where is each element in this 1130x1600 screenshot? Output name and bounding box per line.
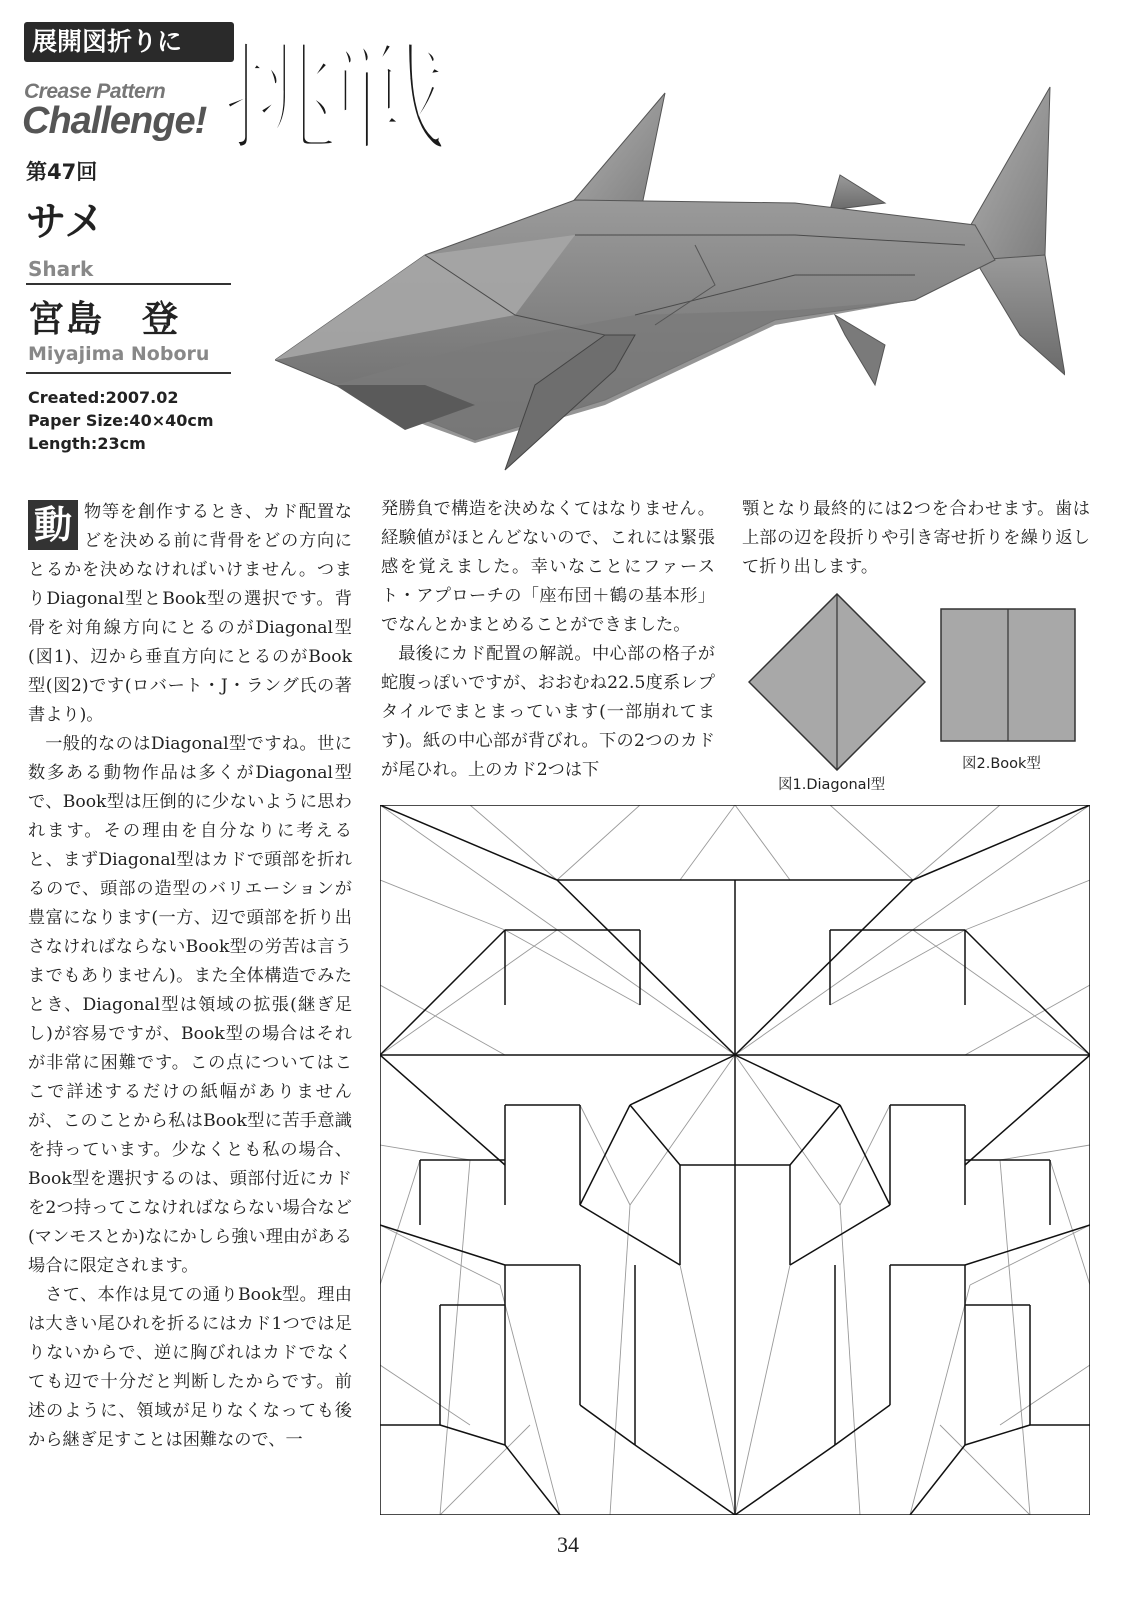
author-name-english: Miyajima Noboru xyxy=(28,343,210,365)
drop-cap: 動 xyxy=(28,500,78,550)
model-length: Length:23cm xyxy=(28,434,146,453)
article-column-2 xyxy=(381,495,715,785)
paragraph: さて、本作は見ての通りBook型。理由は大きい尾ひれを折るにはカド1つでは足りないからで、逆に胸びれはカドでなくても辺で十分だと判断したからです。前述のように、領域が足りなくなっても後から継ぎ足すことは困難なので、一 xyxy=(28,1285,352,1450)
episode-number: 第47回 xyxy=(26,160,98,184)
paragraph: 顎となり最終的には2つを合わせます。歯は上部の辺を段折りや引き寄せ折りを繰り返して折り出します。 xyxy=(742,499,1090,577)
series-tag: 展開図折りに xyxy=(24,22,234,62)
page-title: サメ xyxy=(26,199,105,245)
divider xyxy=(26,372,231,374)
paper-size: Paper Size:40×40cm xyxy=(28,411,214,430)
divider xyxy=(26,283,231,285)
series-subtitle-line2: Challenge! xyxy=(22,100,207,142)
article-column-1 xyxy=(28,498,352,1455)
paragraph: 一般的なのはDiagonal型ですね。世に数多ある動物作品は多くがDiagonal型で、Book型は圧倒的に少ないように思われます。その理由を自分なりに考えると、まずDiagonal型はカドで頭部を折れるので、頭部の造型のバリエーションが豊富になります(一方、辺で頭部を折り出さなければならないBook型の労苦は言うまでもありません)。また全体構造でみたとき、Diagonal型は領域の拡張(継ぎ足し)が容易ですが、Book型の場合はそれが非常に困難です。この点についてはここで詳述するだけの紙幅がありませんが、このことから私はBook型に苦手意識を持っています。少なくとも私の場合、Book型を選択するのは、頭部付近にカドを2つ持ってこなければならない場合など(マンモスとか)なにかしら強い理由がある場合に限定されます。 xyxy=(28,734,352,1276)
page-number: 34 xyxy=(557,1532,579,1557)
author-name: 宮島 登 xyxy=(28,299,181,340)
figure-diagonal-type xyxy=(748,593,926,771)
paragraph: 最後にカド配置の解説。中心部の格子が蛇腹っぽいですが、おおむね22.5度系レプタイルでまとまっています(一部崩れてます)。紙の中心部が背びれ。下の2つのカドが尾ひれ。上のカド2つは下 xyxy=(381,644,715,780)
series-subtitle-line1: Crease Pattern xyxy=(24,80,166,103)
series-logo-text: 挑戦 xyxy=(221,30,442,162)
crease-pattern-diagram xyxy=(380,805,1090,1515)
shark-photo xyxy=(275,85,1065,475)
article-column-3 xyxy=(742,495,1090,582)
figure-book-type xyxy=(940,608,1076,742)
paragraph: 発勝負で構造を決めなくてはなりません。経験値がほとんどないので、これには緊張感を覚えました。幸いなことにファースト・アプローチの「座布団＋鶴の基本形」でなんとかまとめることができました。 xyxy=(381,499,715,635)
model-specs xyxy=(28,386,214,455)
figure-2-caption: 図2.Book型 xyxy=(962,756,1041,772)
paragraph: 動 物等を創作するとき、カド配置などを決める前に背骨をどの方向にとるかを決めなければいけません。つまりDiagonal型とBook型の選択です。背骨を対角線方向にとるのがDiagonal型(図1)、辺から垂直方向にとるのがBook型(図2)です(ロバート・J・ラング氏の著書より)。 xyxy=(28,502,352,725)
created-date: Created:2007.02 xyxy=(28,388,179,407)
figure-1-caption: 図1.Diagonal型 xyxy=(778,777,886,793)
page-title-english: Shark xyxy=(28,257,94,281)
